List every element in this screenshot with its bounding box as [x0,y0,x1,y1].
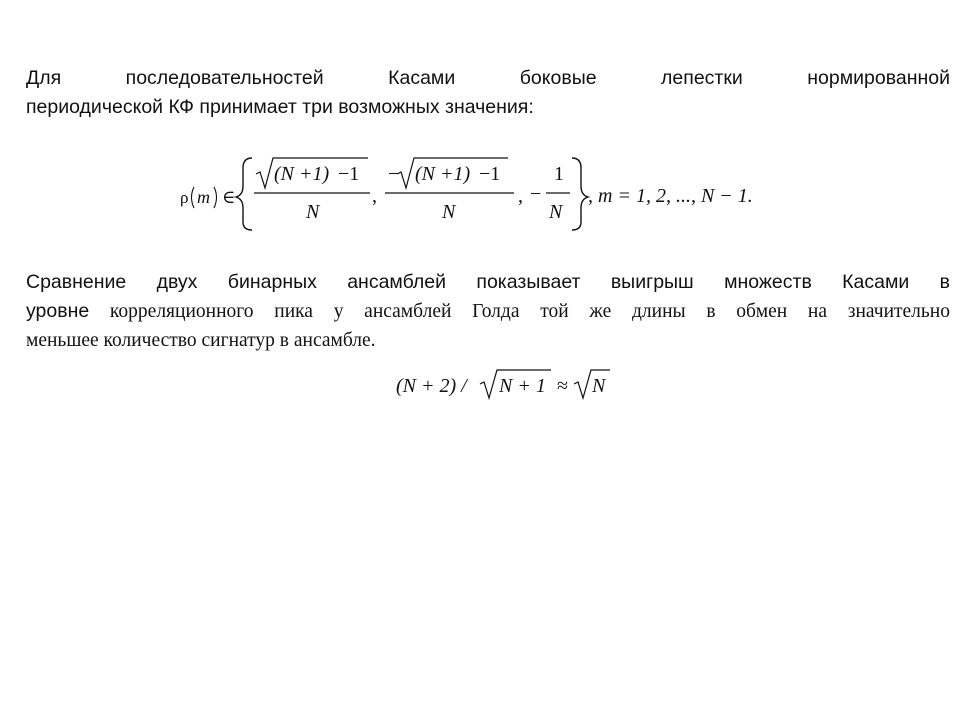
frac1-denominator: N [306,201,320,223]
comparison-line-1: Сравнение двух бинарных ансамблей показывает выигрыш множеств Касами в [26,271,950,293]
gain-radicand-2: N [592,375,606,397]
frac3-denominator: N [549,201,563,223]
right-paren [214,187,217,208]
frac1-radicand: (N +1) [274,163,330,185]
comparison-line-2-sans: уровне [26,300,90,322]
gain-lhs: (N + 2) / [396,375,467,397]
frac2-numerator-tail: −1 [479,163,501,185]
frac2-minus: − [388,163,400,185]
comparison-line-3: меньшее количество сигнатур в ансамбле. [26,330,376,351]
frac1-numerator-tail: −1 [338,163,360,185]
frac3-numerator: 1 [554,163,564,185]
left-paren [192,187,195,208]
gain-ratio-formula [396,366,626,406]
left-brace [236,158,252,230]
comparison-paragraph [26,268,950,355]
intro-line-2: периодической КФ принимает три возможных значения: [26,96,534,118]
intro-paragraph [26,64,950,122]
comparison-line-2 [26,297,950,326]
intro-line-1: Для последовательностей Касами боковые лепестки нормированной [26,67,950,89]
gain-radicand-1: N + 1 [499,375,546,397]
comparison-line-2-serif: корреляционного пика у ансамблей Голда той же длины в обмен на значительно [89,301,950,322]
rho-argument: m [197,187,210,207]
comma-2: , [518,185,523,207]
rho-symbol: ρ [180,188,189,207]
right-brace [572,158,588,230]
comma-1: , [372,185,377,207]
index-condition: , m = 1, 2, ..., N − 1. [588,185,753,207]
frac2-radicand: (N +1) [415,163,471,185]
correlation-values-formula [172,152,772,234]
approx-symbol: ≈ [557,375,568,397]
frac3-prefix-minus: − [530,183,542,205]
frac2-denominator: N [442,201,456,223]
element-of-symbol: ∈ [222,187,236,207]
